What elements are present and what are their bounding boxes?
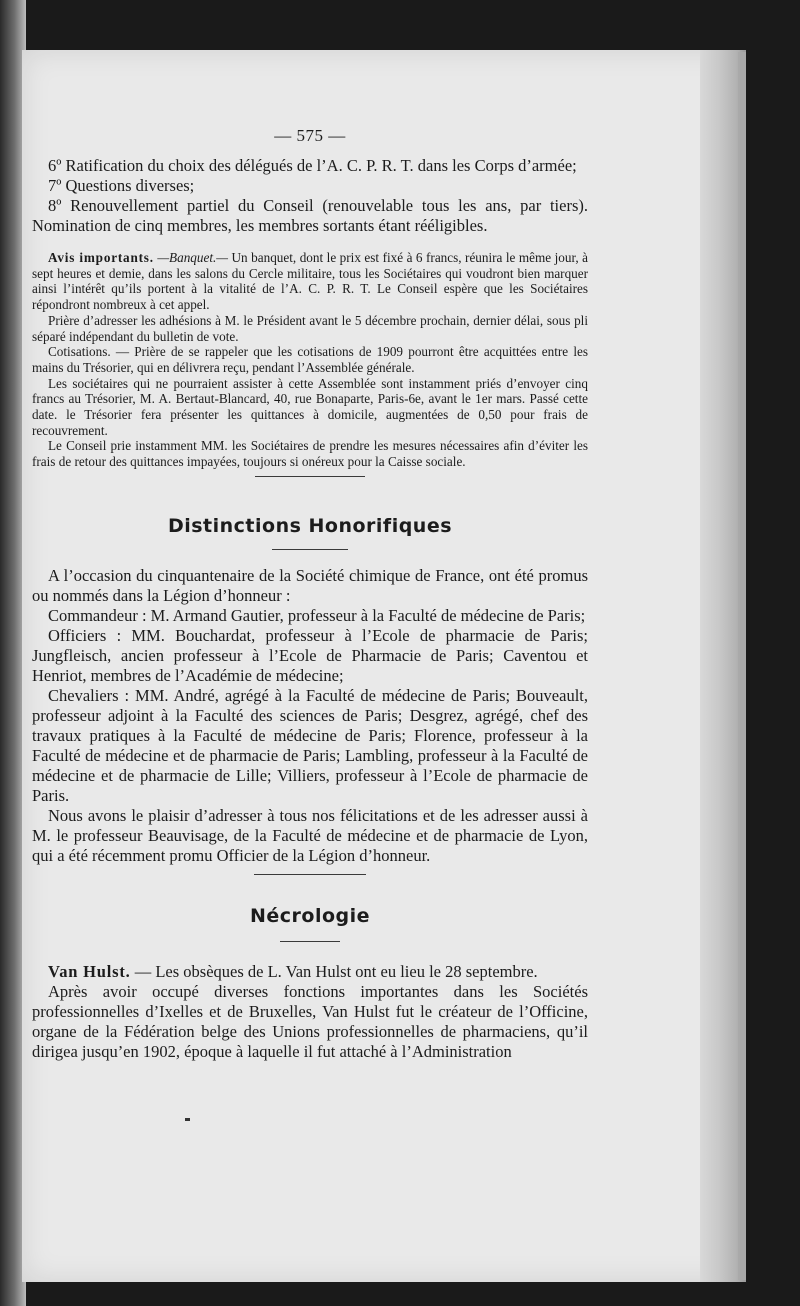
ink-mark: [185, 1118, 190, 1121]
agenda-item-6: 6º Ratification du choix des délégués de l’A. C. P. R. T. dans les Corps d’armée;: [48, 156, 577, 175]
necrologie-name: Van Hulst.: [48, 961, 131, 981]
agenda-item-7: 7º Questions diverses;: [48, 176, 195, 195]
distinctions-intro: A l’occasion du cinquantenaire de la Société chimique de France, ont été promus ou nommés dans la Légion d’honneur :: [32, 565, 588, 605]
banquet-text: Un banquet, dont le prix est fixé à 6 francs, réunira le même jour, à sept heures et demie, dans les salons du Cercle militaire, tous les Sociétaires qui voudront bien marquer ainsi l’intérêt qu’ils portent à la vitalité de l’A. C. P. R. T. Le Conseil espère que les Sociétaires répondront nombreux à cet appel.: [32, 250, 589, 313]
page-content: [32, 120, 588, 1062]
avis-conseil: Le Conseil prie instamment MM. les Sociétaires de prendre les mesures nécessaires afin d’éviter les frais de retour des quittances impayées, toujours si onéreux pour la Caisse sociale.: [32, 438, 588, 470]
agenda-item-8: 8º Renouvellement partiel du Conseil (renouvelable tous les ans, par tiers). Nomination de cinq membres, les membres sortants étant rééligibles.: [32, 196, 588, 235]
avis-adhesions: Prière d’adresser les adhésions à M. le Président avant le 5 décembre prochain, dernier délai, sous pli séparé indépendant du bulletin de vote.: [32, 312, 588, 344]
necrologie-heading: Nécrologie: [249, 904, 371, 927]
page-fore-edge: [738, 52, 746, 1280]
avis-banquet: [32, 250, 588, 313]
distinctions-heading: Distinctions Honorifiques: [167, 514, 453, 537]
necrologie-obseques: — Les obsèques de L. Van Hulst ont eu lieu le 28 septembre.: [130, 961, 538, 981]
avis-label: Avis importants.: [48, 250, 154, 265]
distinctions-officiers: Officiers : MM. Bouchardat, professeur à l’Ecole de pharmacie de Paris; Jungfleisch, ancien professeur à l’Ecole de Pharmacie de Paris; Caventou et Henriot, membres de l’Académie de médecine;: [32, 625, 588, 685]
avis-envoi: Les sociétaires qui ne pourraient assister à cette Assemblée sont instamment priés d’envoyer cinq francs au Trésorier, M. A. Bertaut-Blancard, 40, rue Bonaparte, Paris-6e, avant le 1er mars. Passé cette date. le Trésorier fera présenter les quittances à domicile, augmentées de 0,50 pour frais de recouvrement.: [32, 375, 588, 438]
necrologie-intro: [32, 962, 588, 982]
avis-cotisations: Cotisations. — Prière de se rappeler que les cotisations de 1909 pourront être acquittées entre les mains du Trésorier, qui en délivrera reçu, pendant l’Assemblée générale.: [32, 344, 588, 375]
page-number: — 575 —: [274, 126, 346, 145]
banquet-label: —Banquet.—: [157, 250, 229, 265]
distinctions-chevaliers: Chevaliers : MM. André, agrégé à la Faculté de médecine de Paris; Bouveault, professeur adjoint à la Faculté des sciences de Paris; Desgrez, agrégé, chef des travaux pratiques à la Faculté de médecine de Paris; Florence, professeur à la Faculté de médecine et de pharmacie de Paris; Lambling, professeur à la Faculté de médecine et de pharmacie de Lille; Villiers, professeur à l’Ecole de pharmacie de Paris.: [32, 685, 588, 805]
distinctions-closing: Nous avons le plaisir d’adresser à tous nos félicitations et de les adresser aussi à M. le professeur Beauvisage, de la Faculté de médecine et de pharmacie de Lyon, qui a été récemment promu Officier de la Légion d’honneur.: [32, 805, 588, 865]
necrologie-body: Après avoir occupé diverses fonctions importantes dans les Sociétés professionnelles d’Ixelles et de Bruxelles, Van Hulst fut le créateur de l’Officine, organe de la Fédération belge des Unions professionnelles de pharmaciens, qu’il dirigea jusqu’en 1902, époque à laquelle il fut attaché à l’Administration: [32, 981, 588, 1061]
distinctions-commandeur: Commandeur : M. Armand Gautier, professeur à la Faculté de médecine de Paris;: [48, 605, 586, 625]
